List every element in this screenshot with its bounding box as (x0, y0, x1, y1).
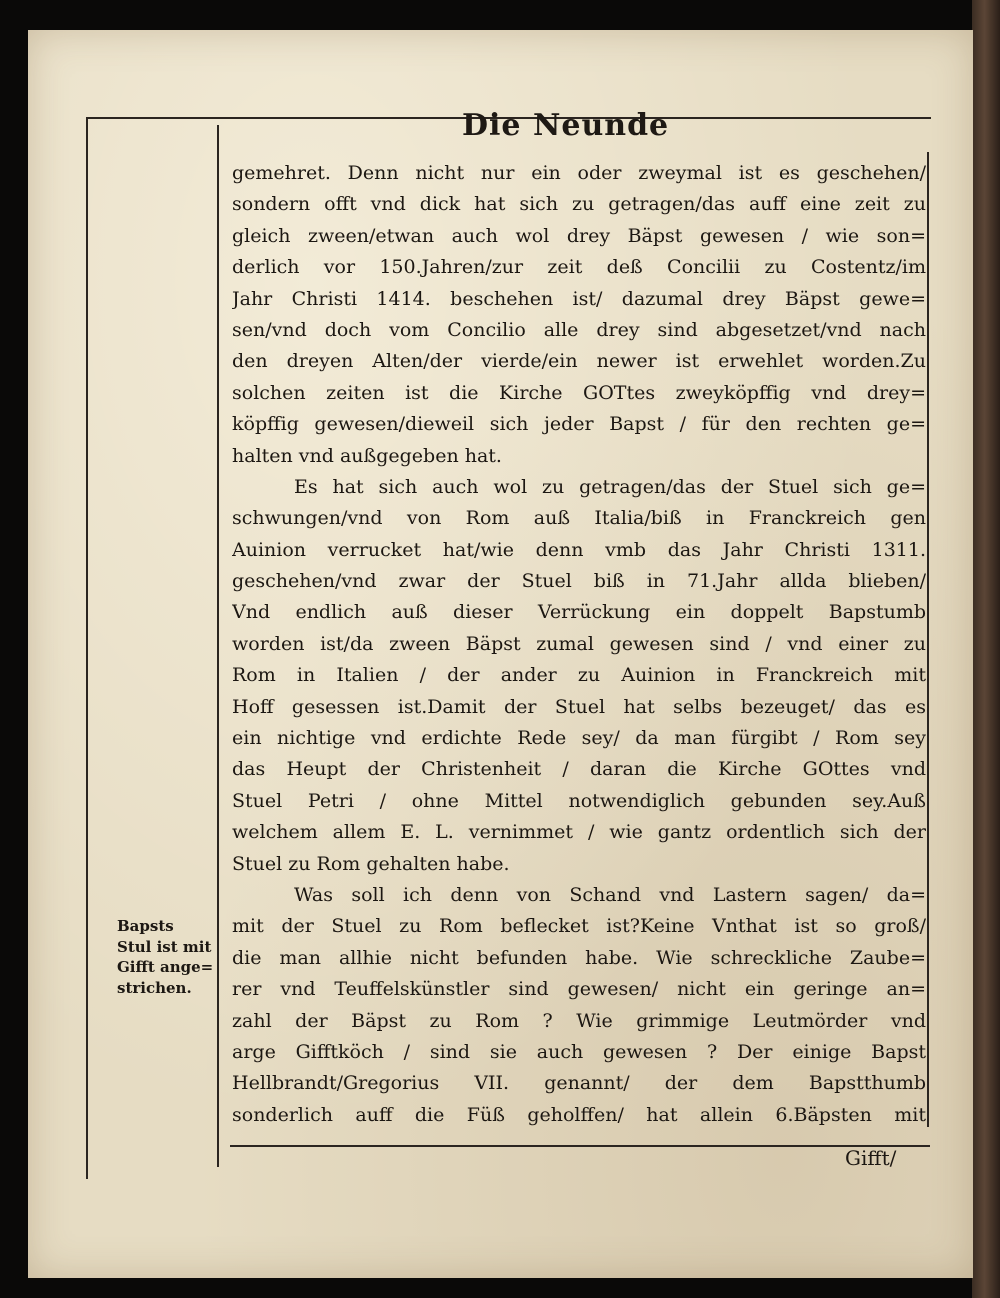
text-line: worden ist/da zween Bäpst zumal gewesen sind / vnd einer zu (232, 632, 926, 655)
text-line: rer vnd Teuffelskünstler sind gewesen/ nicht ein geringe an= (232, 978, 926, 1001)
book-gutter (972, 0, 1000, 1298)
text-line: Was soll ich denn von Schand vnd Lastern sagen/ da= (294, 883, 926, 906)
text-line: Vnd endlich auß dieser Verrückung ein doppelt Bapstumb (232, 601, 926, 624)
bottom-rule (230, 1145, 930, 1147)
text-line: Hoff gesessen ist.Damit der Stuel hat selbs bezeuget/ das es (232, 695, 926, 718)
text-line: Rom in Italien / der ander zu Auinion in Franckreich mit (232, 664, 926, 687)
text-line: geschehen/vnd zwar der Stuel biß in 71.Jahr allda blieben/ (232, 570, 926, 593)
text-line: zahl der Bäpst zu Rom ? Wie grimmige Leutmörder vnd (232, 1009, 926, 1032)
text-line: die man allhie nicht befunden habe. Wie schreckliche Zaube= (232, 946, 926, 969)
text-line: Jahr Christi 1414. beschehen ist/ dazumal drey Bäpst gewe= (232, 287, 926, 310)
text-line: Auinion verrucket hat/wie denn vmb das Jahr Christi 1311. (232, 538, 926, 561)
text-line: köpffig gewesen/dieweil sich jeder Bapst / für den rechten ge= (232, 413, 926, 436)
marginal-note-line: Stul ist mit (117, 937, 212, 956)
text-line: sen/vnd doch vom Concilio alle drey sind abgesetzet/vnd nach (232, 318, 926, 341)
text-line: derlich vor 150.Jahren/zur zeit deß Concilii zu Costentz/im (232, 256, 926, 279)
right-rule (927, 152, 929, 1127)
text-line: mit der Stuel zu Rom beflecket ist?Keine Vnthat ist so groß/ (232, 915, 926, 938)
text-line: ein nichtige vnd erdichte Rede sey/ da man fürgibt / Rom sey (232, 727, 926, 750)
text-line: den dreyen Alten/der vierde/ein newer ist erwehlet worden.Zu (232, 350, 926, 373)
marginal-note (117, 916, 221, 998)
text-line: arge Gifftköch / sind sie auch gewesen ? Der einige Bapst (232, 1040, 926, 1063)
marginal-note-line: Bapsts (117, 917, 174, 935)
text-line: Stuel Petri / ohne Mittel notwendiglich gebunden sey.Auß (232, 789, 926, 812)
marginal-note-line: strichen. (117, 978, 192, 997)
column-rule (217, 125, 219, 1167)
catchword: Gifft/ (845, 1146, 897, 1170)
text-line: gleich zween/etwan auch wol drey Bäpst gewesen / wie son= (232, 224, 926, 247)
text-line: sonderlich auff die Füß geholffen/ hat allein 6.Bäpsten mit (232, 1103, 926, 1126)
text-line: das Heupt der Christenheit / daran die Kirche GOttes vnd (232, 758, 926, 781)
running-head: Die Neunde (462, 108, 670, 143)
text-line: gemehret. Denn nicht nur ein oder zweymal ist es geschehen/ (232, 162, 926, 184)
text-line: halten vnd außgegeben hat. (232, 444, 502, 467)
body-text (232, 158, 926, 1131)
outer-left-rule (86, 117, 88, 1179)
marginal-note-line: Gifft ange= (117, 958, 214, 976)
text-line: Hellbrandt/Gregorius VII. genannt/ der dem Bapstthumb (232, 1072, 926, 1095)
text-line: Es hat sich auch wol zu getragen/das der Stuel sich ge= (294, 475, 926, 498)
text-line: sondern offt vnd dick hat sich zu getragen/das auff eine zeit zu (232, 193, 926, 216)
text-line: welchem allem E. L. vernimmet / wie gantz ordentlich sich der (232, 821, 926, 844)
text-line: schwungen/vnd von Rom auß Italia/biß in Franckreich gen (232, 507, 926, 530)
text-line: solchen zeiten ist die Kirche GOTtes zweyköpffig vnd drey= (232, 381, 926, 404)
text-line: Stuel zu Rom gehalten habe. (232, 852, 510, 875)
